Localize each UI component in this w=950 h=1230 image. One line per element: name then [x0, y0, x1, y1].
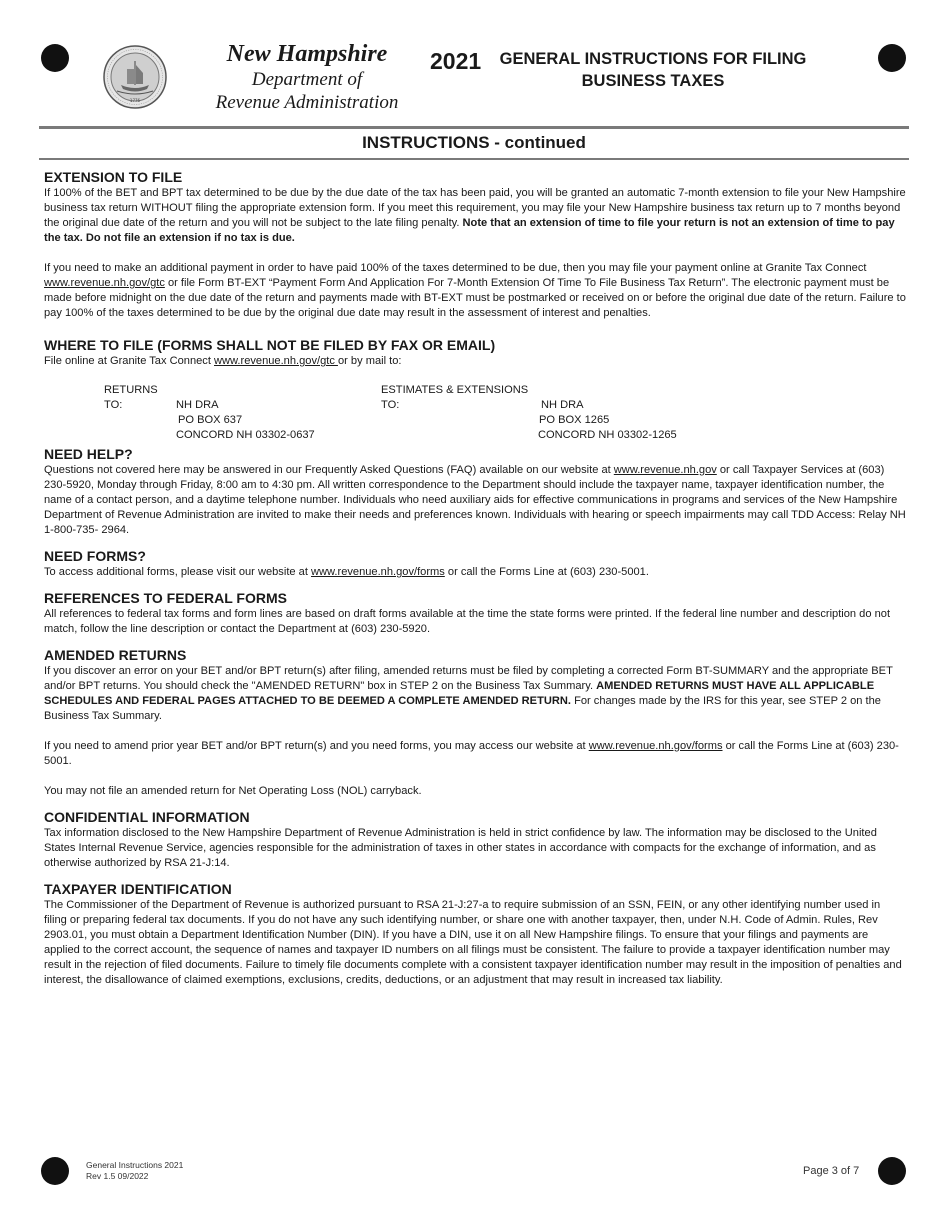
agency-name-block	[196, 40, 418, 114]
title-line-1: GENERAL INSTRUCTIONS FOR FILING	[499, 50, 807, 68]
extension-paragraph-2	[44, 261, 906, 321]
dept-line-2: Revenue Administration	[215, 92, 399, 113]
dept-line-1: Department of	[251, 69, 363, 90]
help-heading: NEED HELP?	[44, 446, 133, 462]
estimates-line-3: CONCORD NH 03302-1265	[538, 429, 677, 441]
page-number: Page 3 of 7	[803, 1165, 860, 1177]
estimates-line-2: PO BOX 1265	[539, 414, 610, 426]
extension-p2-text: If you need to make an additional payment in order to have paid 100% of the taxes determined to be due, then you may file your payment online at Granite Tax Connect	[44, 262, 867, 274]
forms-text-b: or call the Forms Line at (603) 230-5001.	[444, 566, 649, 578]
section-need-forms	[44, 547, 906, 580]
confidential-paragraph: Tax information disclosed to the New Hampshire Department of Revenue Administration is held in strict confidence by law. The information may be disclosed to the United States Internal Revenue Service, agencies responsible for the administration of taxes in other states in accordance with compacts for the exchange of information, and as otherwise authorized by RSA 21-J:14.	[44, 827, 877, 869]
forms-link[interactable]: www.revenue.nh.gov/forms	[311, 566, 445, 578]
forms-heading: NEED FORMS?	[44, 548, 146, 564]
title-line-2: BUSINESS TAXES	[581, 72, 725, 90]
federal-heading: REFERENCES TO FEDERAL FORMS	[44, 590, 287, 606]
confidential-heading: CONFIDENTIAL INFORMATION	[44, 809, 250, 825]
taxpayer-id-paragraph: The Commissioner of the Department of Revenue is authorized pursuant to RSA 21-J:27-a to require submission of an SSN, FEIN, or any other identifying number used in filing or preparing federal tax documents. If you do not have any such identifying number, or share one with another taxpayer, then, under N.H. Code of Admin. Rules, Rev 2903.01, you must obtain a Department Identification Number (DIN). If you have a DIN, use it on all New Hampshire filings. To ensure that your filings and payments are applied to the correct account, the sequence of names and taxpayer ID numbers on all filings must be consistent. The failure to provide a taxpayer identification number may result in the rejection of filed documents. Failure to timely file documents complete with a consistent taxpayer identification number may result in the imposition of penalties and interest, the disallowance of claimed exemptions, exclusions, credits, deductions, or an adjustment that may result in increased tax liability.	[44, 899, 902, 986]
federal-paragraph: All references to federal tax forms and form lines are based on draft forms available at the time the state forms were printed. If the federal line number and description do not match, follow the line description or contact the Department at (603) 230-5920.	[44, 608, 891, 635]
help-text: Questions not covered here may be answered in our Frequently Asked Questions (FAQ) available on our website at	[44, 464, 614, 476]
estimates-line-1: NH DRA	[541, 399, 584, 411]
state-name: New Hampshire	[226, 41, 388, 67]
footer-doc-name: General Instructions 2021	[86, 1160, 184, 1170]
section-amended-returns	[44, 646, 906, 799]
footer-doc-info	[86, 1160, 183, 1182]
taxpayer-id-heading: TAXPAYER IDENTIFICATION	[44, 881, 232, 897]
header-rule-top	[39, 126, 909, 129]
extension-paragraph-1	[44, 186, 906, 246]
amended-forms-link[interactable]: www.revenue.nh.gov/forms	[588, 740, 723, 752]
amended-paragraph-2	[44, 739, 906, 769]
where-heading: WHERE TO FILE (FORMS SHALL NOT BE FILED BY FAX OR EMAIL)	[44, 337, 496, 353]
section-need-help	[44, 445, 906, 538]
extension-p1-text: If 100% of the BET and BPT tax determined to be due by the due date of the tax has been paid, you will be granted an automatic 7-month extension to file your New Hampshire business tax return WITHOUT filing the appropriate extension form. If you meet this requirement, you may file your New Hampshire business tax return up to 7 months beyond the original due date of the return and you will not be subject to the late filing penalty.	[44, 187, 906, 229]
returns-address	[104, 383, 315, 443]
amended-heading: AMENDED RETURNS	[44, 647, 187, 663]
returns-line-1: NH DRA	[176, 399, 219, 411]
amended-p2-text: If you need to amend prior year BET and/or BPT return(s) and you need forms, you may access our website at	[44, 740, 589, 752]
returns-label: RETURNS TO:	[104, 384, 158, 411]
forms-text: To access additional forms, please visit our website at	[44, 566, 311, 578]
estimates-address	[381, 383, 677, 443]
state-seal-icon	[103, 45, 167, 109]
registration-mark-top-left	[41, 44, 69, 72]
where-gtc-link[interactable]: www.revenue.nh.gov/gtc	[214, 355, 338, 367]
instructions-body	[44, 168, 906, 997]
estimates-label: ESTIMATES & EXTENSIONS TO:	[381, 384, 529, 411]
section-where-to-file	[44, 336, 906, 441]
mailing-addresses	[44, 383, 906, 441]
where-intro-text-b: or by mail to:	[337, 355, 402, 367]
footer-revision: Rev 1.5 09/2022	[86, 1171, 149, 1181]
amended-p1-bold: AMENDED RETURNS MUST HAVE ALL APPLICABLE SCHEDULES AND FEDERAL PAGES ATTACHED TO BE DEEMED A COMPLETE AMENDED RETURN.	[44, 680, 875, 707]
extension-p2-text-b: or file Form BT-EXT “Payment Form And Application For 7-Month Extension Of Time To File Business Tax Return”. The electronic payment must be made before midnight on the due date of the return and payments made with BT-EXT must be postmarked or received on or before the original due date of the return. Failure to pay 100% of the taxes determined to be due by the original due date may result in the assessment of interest and penalties.	[44, 277, 906, 319]
where-intro-text: File online at Granite Tax Connect	[44, 355, 214, 367]
help-paragraph	[44, 463, 906, 538]
forms-paragraph	[44, 565, 906, 580]
help-text-b: or call Taxpayer Services at (603) 230-5920, Monday through Friday, 8:00 am to 4:30 pm. All written correspondence to the Department should include the taxpayer name, taxpayer identification number, the name of a contact person, and a daytime telephone number. Individuals who need auxiliary aids for effective communications in programs and services of the New Hampshire Department of Revenue Administration are invited to make their needs and preferences known. Individuals with hearing or speech impairments may call TDD Access: Relay NH 1-800-735- 2964.	[44, 464, 906, 536]
registration-mark-top-right	[878, 44, 906, 72]
section-extension	[44, 168, 906, 321]
amended-paragraph-3: You may not file an amended return for Net Operating Loss (NOL) carryback.	[44, 785, 422, 797]
amended-p2-text-b: or call the Forms Line at (603) 230-5001.	[44, 740, 899, 767]
amended-p1-text: If you discover an error on your BET and/or BPT return(s) after filing, amended returns must be filed by completing a corrected Form BT-SUMMARY and the appropriate BET and/or BPT returns. You should check the "AMENDED RETURN" box in STEP 2 on the Business Tax Summary.	[44, 665, 893, 692]
where-intro	[44, 354, 906, 369]
seal-year: 1776	[129, 98, 141, 103]
amended-paragraph-1	[44, 664, 906, 724]
registration-mark-bottom-right	[878, 1157, 906, 1185]
gtc-link[interactable]: www.revenue.nh.gov/gtc	[44, 277, 165, 289]
section-confidential	[44, 808, 906, 871]
revenue-website-link[interactable]: www.revenue.nh.gov	[613, 464, 717, 476]
returns-line-3: CONCORD NH 03302-0637	[176, 429, 315, 441]
header-rule-bottom	[39, 158, 909, 160]
document-title	[490, 48, 816, 92]
extension-heading: EXTENSION TO FILE	[44, 169, 183, 185]
amended-p1-text-b: For changes made by the IRS for this year, see STEP 2 on the Business Tax Summary.	[44, 695, 881, 722]
returns-line-2: PO BOX 637	[178, 414, 243, 426]
section-taxpayer-id	[44, 880, 906, 988]
section-federal-forms	[44, 589, 906, 637]
tax-year: 2021	[430, 48, 482, 74]
registration-mark-bottom-left	[41, 1157, 69, 1185]
section-banner: INSTRUCTIONS - continued	[362, 133, 586, 152]
extension-p1-bold: Note that an extension of time to file your return is not an extension of time to pay the tax. Do not file an extension if no tax is due.	[44, 217, 895, 244]
